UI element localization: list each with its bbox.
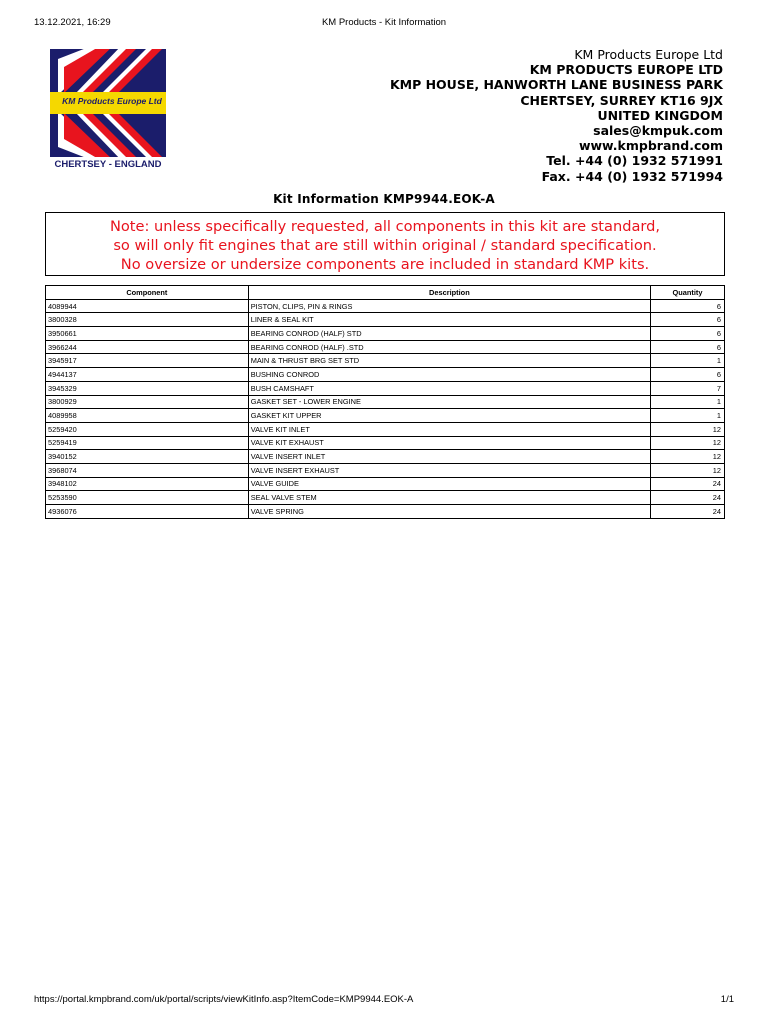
company-fax: Fax. +44 (0) 1932 571994 bbox=[541, 168, 723, 184]
component-code-cell: 4944137 bbox=[46, 368, 249, 382]
table-row bbox=[46, 505, 725, 519]
component-code-cell: 3968074 bbox=[46, 463, 249, 477]
description-cell: BUSH CAMSHAFT bbox=[248, 381, 650, 395]
header-description: Description bbox=[248, 286, 650, 300]
table-row bbox=[46, 327, 725, 341]
table-row bbox=[46, 313, 725, 327]
print-header bbox=[0, 17, 768, 31]
company-website: www.kmpbrand.com bbox=[578, 138, 723, 154]
company-name-upper: KM PRODUCTS EUROPE LTD bbox=[529, 62, 723, 78]
description-cell: GASKET KIT UPPER bbox=[248, 409, 650, 423]
quantity-cell: 7 bbox=[651, 381, 725, 395]
description-cell: SEAL VALVE STEM bbox=[248, 491, 650, 505]
quantity-cell: 24 bbox=[651, 505, 725, 519]
note-line-1: Note: unless specifically requested, all components in this kit are standard, bbox=[109, 218, 661, 235]
table-row bbox=[46, 436, 725, 450]
table-header-row bbox=[46, 286, 725, 300]
kit-components-table bbox=[45, 285, 725, 519]
component-code-cell: 4089944 bbox=[46, 299, 249, 313]
address-line-1: KMP HOUSE, HANWORTH LANE BUSINESS PARK bbox=[389, 77, 723, 93]
table-body bbox=[46, 299, 725, 518]
quantity-cell: 12 bbox=[651, 436, 725, 450]
description-cell: VALVE INSERT INLET bbox=[248, 450, 650, 464]
quantity-cell: 12 bbox=[651, 463, 725, 477]
component-code-cell: 4936076 bbox=[46, 505, 249, 519]
quantity-cell: 6 bbox=[651, 327, 725, 341]
quantity-cell: 1 bbox=[651, 395, 725, 409]
description-cell: GASKET SET - LOWER ENGINE bbox=[248, 395, 650, 409]
address-country: UNITED KINGDOM bbox=[597, 107, 723, 123]
component-code-cell: 3945917 bbox=[46, 354, 249, 368]
table-row bbox=[46, 477, 725, 491]
component-code-cell: 3948102 bbox=[46, 477, 249, 491]
component-code-cell: 4089958 bbox=[46, 409, 249, 423]
quantity-cell: 1 bbox=[651, 409, 725, 423]
quantity-cell: 24 bbox=[651, 491, 725, 505]
quantity-cell: 6 bbox=[651, 299, 725, 313]
description-cell: BEARING CONROD (HALF) .STD bbox=[248, 340, 650, 354]
note-line-2: so will only fit engines that are still within original / standard specification. bbox=[113, 237, 657, 254]
description-cell: VALVE SPRING bbox=[248, 505, 650, 519]
component-code-cell: 3800929 bbox=[46, 395, 249, 409]
description-cell: VALVE KIT INLET bbox=[248, 422, 650, 436]
print-page-number: 1/1 bbox=[720, 994, 734, 1005]
component-code-cell: 3950661 bbox=[46, 327, 249, 341]
quantity-cell: 6 bbox=[651, 368, 725, 382]
table-row bbox=[46, 422, 725, 436]
print-url: https://portal.kmpbrand.com/uk/portal/scripts/viewKitInfo.asp?ItemCode=KMP9944.EOK-A bbox=[34, 994, 414, 1005]
quantity-cell: 12 bbox=[651, 422, 725, 436]
note-line-3: No oversize or undersize components are included in standard KMP kits. bbox=[120, 256, 650, 273]
address-line-2: CHERTSEY, SURREY KT16 9JX bbox=[520, 92, 723, 108]
quantity-cell: 6 bbox=[651, 340, 725, 354]
description-cell: VALVE GUIDE bbox=[248, 477, 650, 491]
component-code-cell: 5253590 bbox=[46, 491, 249, 505]
description-cell: MAIN & THRUST BRG SET STD bbox=[248, 354, 650, 368]
component-code-cell: 5259419 bbox=[46, 436, 249, 450]
logo-text: KM Products Europe Ltd bbox=[62, 96, 162, 106]
print-date: 13.12.2021, 16:29 bbox=[34, 17, 111, 28]
component-code-cell: 3940152 bbox=[46, 450, 249, 464]
description-cell: BEARING CONROD (HALF) STD bbox=[248, 327, 650, 341]
logo-emblem bbox=[50, 49, 166, 157]
print-page-title: KM Products - Kit Information bbox=[321, 17, 447, 28]
company-tel: Tel. +44 (0) 1932 571991 bbox=[546, 153, 723, 169]
header-component: Component bbox=[46, 286, 249, 300]
table-row bbox=[46, 463, 725, 477]
quantity-cell: 1 bbox=[651, 354, 725, 368]
description-cell: VALVE INSERT EXHAUST bbox=[248, 463, 650, 477]
quantity-cell: 24 bbox=[651, 477, 725, 491]
description-cell: BUSHING CONROD bbox=[248, 368, 650, 382]
quantity-cell: 6 bbox=[651, 313, 725, 327]
description-cell: LINER & SEAL KIT bbox=[248, 313, 650, 327]
table-row bbox=[46, 340, 725, 354]
table-row bbox=[46, 450, 725, 464]
table-row bbox=[46, 409, 725, 423]
table-row bbox=[46, 395, 725, 409]
description-cell: PISTON, CLIPS, PIN & RINGS bbox=[248, 299, 650, 313]
component-code-cell: 3800328 bbox=[46, 313, 249, 327]
component-code-cell: 3966244 bbox=[46, 340, 249, 354]
table-row bbox=[46, 299, 725, 313]
table-row bbox=[46, 381, 725, 395]
logo-caption: CHERTSEY - ENGLAND bbox=[54, 159, 162, 170]
company-logo bbox=[46, 49, 166, 175]
header-quantity: Quantity bbox=[651, 286, 725, 300]
company-name: KM Products Europe Ltd bbox=[574, 47, 723, 62]
company-email: sales@kmpuk.com bbox=[593, 123, 723, 139]
company-address-block bbox=[390, 47, 723, 184]
table-row bbox=[46, 354, 725, 368]
kit-title: Kit Information KMP9944.EOK-A bbox=[273, 192, 495, 206]
description-cell: VALVE KIT EXHAUST bbox=[248, 436, 650, 450]
standard-components-note bbox=[45, 212, 725, 276]
component-code-cell: 3945329 bbox=[46, 381, 249, 395]
component-code-cell: 5259420 bbox=[46, 422, 249, 436]
quantity-cell: 12 bbox=[651, 450, 725, 464]
table-row bbox=[46, 491, 725, 505]
table-row bbox=[46, 368, 725, 382]
